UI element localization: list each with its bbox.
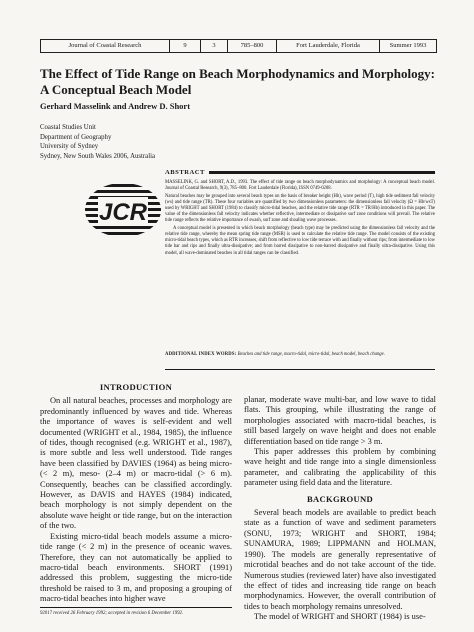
abstract-body [165,180,435,259]
abstract-end-rule [165,369,435,370]
journal-logo [84,182,162,238]
abstract-citation: MASSELINK, G. and SHORT, A.D., 1993. The effect of tide range on beach morphodynamics and morphology: A conceptual beach model. Journal of Coastal Research, 9(3), 785–800. Fort Lauderdale (Florida), ISSN 0749-0208. [165,180,435,192]
body-paragraph: Existing micro-tidal beach models assume a micro-tide range (< 2 m) in the presence of oceanic waves. Therefore, they can not automatically be applied to macro-tidal beach environments. SHORT (1991) addressed this problem, suggesting the micro-tide threshold be raised to 3 m, and proposing a grouping of macro-tidal beaches into higher wave [40,531,232,604]
affiliation-line: University of Sydney [40,143,99,150]
affiliation-line: Sydney, New South Wales 2006, Australia [40,152,155,160]
body-paragraph: On all natural beaches, processes and morphology are predominantly influenced by waves and tide. Whereas the importance of waves is self-evident and well documented (WRIGHT et al., 1984, 1985), the influence of tides, though recognised (e.g. WRIGHT et al., 1987), is more subtle and less well understood. Tide ranges have been classified by DAVIES (1964) as being micro- (< 2 m), meso- (2–4 m) or macro-tidal (> 6 m). Consequently, beaches can be classified accordingly. However, as DAVIS and HAYES (1984) indicated, beach morphology is not simply dependent on the absolute wave height or tide range, but on the interaction of the two. [40,396,232,531]
svg-text:JCR: JCR [98,199,148,226]
location: Fort Lauderdale, Florida [277,40,380,52]
abstract-rule [209,171,435,174]
abstract-paragraph: A conceptual model is presented in which beach morphology (beach type) may be predicted using the dimensionless fall velocity and the relative tide range, whereby the mean spring tide range (MSR) is used to calculate the relative tide range. The model consists of the existing micro-tidal beach types, which as RTR increases, shift from reflective to low tide terrace with and finally without rips; from intermediate to low tide bar and rips and finally ultra-dissipative; and from barred dissipative to non-barred dissipative and finally ultra-dissipative. Using this model, all wave-dominated beaches in all tidal ranges can be classified. [165,226,435,256]
page-range: 785–800 [228,40,277,52]
paper-title: The Effect of Tide Range on Beach Morphodynamics and Morphology: A Conceptual Beach Model [40,66,435,97]
right-column [244,395,436,623]
issue: 3 [201,40,228,52]
body-paragraph: Several beach models are available to predict beach state as a function of wave and sediment parameters (SONU, 1973; WRIGHT and SHORT, 1984; SUNAMURA, 1989; LIPPMANN and HOLMAN, 1990). The models are generally representative of microtidal beaches and do not take account of the tide. Numerous studies (reviewed later) have also investigated the effect of tides and increasing tide range on beach morphodynamics. However, the overall contribution of tides to beach morphology remains unresolved. [244,508,436,611]
body-paragraph: This paper addresses this problem by combining wave height and tide range into a single dimensionless parameter, and calibrating the applicability of this parameter using field data and the literature. [244,447,436,488]
body-paragraph: The model of WRIGHT and SHORT (1984) is use- [254,612,426,622]
section-heading-background: BACKGROUND [306,493,374,504]
abstract-heading [165,168,435,176]
index-words-label: ADDITIONAL INDEX WORDS: [165,352,237,357]
index-words [165,352,435,358]
index-words-text: Beaches and tide range, macro-tidal, micro-tidal, beach model, beach change. [237,352,385,357]
footnote: 92017 received 26 February 1992; accepted in revision 6 December 1992. [40,611,184,616]
abstract-paragraph: Natural beaches may be grouped into several beach types on the basis of breaker height (Hb), wave period (T), high tide sediment fall velocity (ws) and tide range (TR). These four variables are quantified by two dimensionless parameters: the dimensionless fall velocity (Ω = Hb/wsT) used by WRIGHT and SHORT (1984) to classify micro-tidal beaches, and the relative tide range (RTR = TR/Hb) introduced in this paper. The value of the dimensionless fall velocity indicates whether reflective, intermediate or dissipative surf zone conditions will prevail. The relative tide range reflects the relative importance of swash, surf zone and shoaling wave processes. [165,194,435,224]
section-heading-introduction: INTRODUCTION [99,382,173,392]
affiliation-line: Coastal Studies Unit [40,124,96,131]
left-column [40,382,232,605]
journal-header-table [40,39,437,53]
affiliation [40,123,155,161]
volume: 9 [170,40,201,52]
affiliation-line: Department of Geography [40,133,112,141]
body-paragraph: planar, moderate wave multi-bar, and low wave to tidal flats. This grouping, while illustrating the range of morphologies associated with macro-tidal beaches, is still based largely on wave height and does not enable differentiation based on tide range > 3 m. [244,395,436,446]
journal-name: Journal of Coastal Research [41,40,170,52]
footnote-rule [40,607,232,608]
issue-date: Summer 1993 [389,42,427,49]
authors: Gerhard Masselink and Andrew D. Short [40,101,191,111]
abstract-label: ABSTRACT [165,168,205,176]
